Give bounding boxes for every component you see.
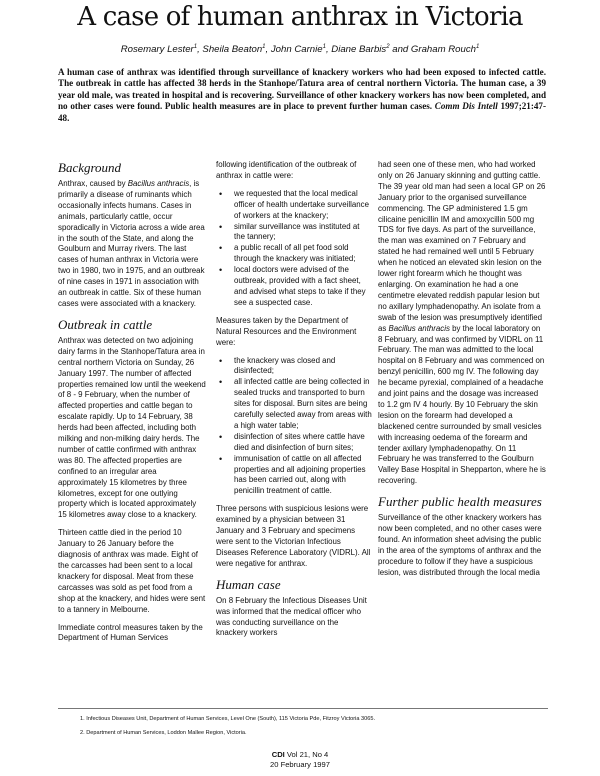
abstract-citation: 1997;21:47-48. — [58, 101, 546, 123]
footer-issue — [0, 750, 600, 760]
paragraph-suspicious-lesions: Three persons with suspicious lesions were examined by a physician between 31 January and 3 February and specimens were sent to the Victorian Infectious Diseases Reference Laboratory (VIDRL). All were negative for anthrax. — [216, 504, 371, 568]
footer-date: 20 February 1997 — [270, 760, 330, 769]
list-item: • disinfection of sites where cattle have died and disinfection of burn sites; — [216, 432, 372, 454]
abstract-citation-journal: Comm Dis Intell — [434, 101, 498, 112]
author-affiliation: 2 — [386, 44, 390, 50]
footnote: 2. Department of Human Services, Loddon Mallee Region, Victoria. — [80, 730, 247, 736]
list-item: • a public recall of all pet food sold through the knackery was initiated; — [216, 243, 372, 265]
column-3 — [378, 160, 546, 586]
environment-measures-list — [216, 356, 372, 498]
footnote-divider — [58, 708, 548, 709]
paragraph-measures-intro: Measures taken by the Department of Natural Resources and the Environment were: — [216, 315, 357, 347]
abstract — [58, 67, 546, 124]
species-name: Bacillus anthracis — [388, 323, 450, 333]
footnotes — [80, 715, 560, 743]
list-item: • the knackery was closed and disinfected; — [216, 356, 372, 378]
volume-issue: Vol 21, No 4 — [284, 750, 329, 759]
paragraph-further-measures: Surveillance of the other knackery workers has now been completed, and no other cases were found. An information sheet advising the public in the area of the symptoms of anthrax and the procedure to follow if they have a suspicious lesion, was distributed through the local media — [378, 513, 542, 577]
author-name: Sheila Beaton — [202, 44, 263, 56]
journal-abbrev: CDI — [271, 750, 285, 759]
author-list: Rosemary Lester$^1$, Sheila Beaton$^1$, John Carnie$^1$, Diane Barbis$^2$ and Graham Rouch$^1$ — [120, 44, 480, 56]
list-item: • all infected cattle are being collected in sealed trucks and transported to burn sites for disposal. Burn sites are being carefully selected away from areas with a high water table; — [216, 377, 372, 432]
article-title: A case of human anthrax in Victoria — [77, 2, 523, 32]
paragraph-outbreak-2: Thirteen cattle died in the period 10 January to 26 January before the diagnosis of anthrax was made. Eight of the carcasses had been sent to a local knackery for disposal. Meat from these carcasses was sold as pet food from a shop at the knackery, and hides were sent to a tannery in Melbourne. — [58, 528, 206, 614]
author-affiliation: 1 — [262, 44, 266, 50]
abstract-text: A human case of anthrax was identified through surveillance of knackery workers who had been exposed to infected cattle. The outbreak in cattle has affected 38 herds in the Stanhope/Tatura area of central northern Victoria. The human case, a 39 year old male, was treated in hospital and is recovering. Surveillance of other knackery workers has now been completed, and no other cases were found. Public health measures are in place to prevent further human cases. — [58, 67, 546, 112]
paragraph-outbreak-3: Immediate control measures taken by the Department of Human Services — [58, 622, 203, 643]
author-affiliation: 1 — [475, 44, 480, 50]
paragraph-case-details: had seen one of these men, who had worked only on 26 January skinning and gutting cattle. The 39 year old man had seen a local GP on 26 January prior to the organised surveillance commencing. The GP administered 1.5 gm cilicaine penicillin IM and amoxycillin 500 mg TDS for five days. As part of the surveillance, the man was examined on 7 February and stated he had remained well until 5 February when he noticed an elevated skin lesion on the lower right forearm which he thought was enlarging. On examination he had a one centimetre elevated reddish papular lesion but no axillary lymphadenopathy. An isolate from a swab of the lesion was presumptively identified as Bacillus anthracis by the local laboratory on 8 February, and was confirmed by VIDRL on 11 February. The man was admitted to the local hospital on 8 February and was commenced on benzyl penicillin, 600 mg IV. The following day he became pyrexial, complained of a headache and joint pains and the dosage was increased to 1.2 gm IV 4 hourly. By 10 February the skin lesion on the forearm had developed a blackened centre surrounded by small vesicles with increasing oedema of the forearm and tender axillary lymphadenopathy. On 11 February he was transferred to the Goulburn Valley Base Hospital in Shepparton, where he is recovering. — [378, 160, 546, 486]
species-name: Bacillus anthracis — [127, 179, 190, 188]
author-name: Diane Barbis — [331, 44, 387, 56]
section-heading-outbreak: Outbreak in cattle — [58, 316, 153, 332]
page-footer — [0, 750, 600, 770]
paragraph-human-case: On 8 February the Infectious Diseases Unit was informed that the medical officer who was conducting surveillance on the knackery workers — [216, 595, 367, 638]
control-measures-list — [216, 189, 372, 309]
footnote: 1. Infectious Diseases Unit, Department of Human Services, Level One (South), 115 Victoria Pde, Fitzroy Victoria 3065. — [80, 716, 376, 722]
section-heading-further-measures: Further public health measures — [378, 494, 542, 510]
section-heading-background: Background — [58, 160, 122, 175]
paragraph-control-intro: following identification of the outbreak of anthrax in cattle were: — [216, 160, 357, 180]
author-name: Graham Rouch — [410, 44, 476, 56]
author-name: Rosemary Lester — [120, 44, 194, 56]
column-1 — [58, 160, 206, 651]
author-affiliation: 1 — [193, 44, 198, 50]
author-name: John Carnie — [270, 44, 323, 56]
section-heading-human-case: Human case — [216, 576, 281, 592]
paragraph-background: Anthrax, caused by Bacillus anthracis, is primarily a disease of ruminants which occasionally infects humans. Cases in animals, particularly cattle, occur sporadically in Victoria across a wide area in the south of the State, and along the Goulburn and Murray rivers. The last cases of human anthrax in Victoria were two in 1980, two in 1975, and an outbreak of nine cases in 1971 in association with an outbreak in cattle. Six of these human cases were associated with a knackery. — [58, 179, 205, 308]
list-item: • similar surveillance was instituted at the tannery; — [216, 222, 372, 244]
column-2 — [216, 160, 372, 646]
paragraph-outbreak-1: Anthrax was detected on two adjoining dairy farms in the Stanhope/Tatura area in central northern Victoria on Sunday, 26 January 1997. The number of affected properties remained low until the weekend of 8 - 9 February, when the number of affected properties and cattle began to escalate rapidly. Up to 14 February, 38 herds had been affected, including both milking and non-milking dairy herds. The number of cattle confirmed with anthrax was 80. The affected properties are confined to an irregular area approximately 15 kilometres by three kilometres, except for one outlying property which is located approximately 15 kilometres away close to a knackery. — [58, 335, 206, 520]
list-item: • we requested that the local medical officer of health undertake surveillance of workers at the knackery; — [216, 189, 372, 222]
list-item: • immunisation of cattle on all affected properties and all adjoining properties has been carried out, along with penicillin treatment of cattle. — [216, 454, 372, 498]
author-affiliation: 1 — [322, 44, 326, 50]
list-item: • local doctors were advised of the outbreak, provided with a fact sheet, and advised what steps to take if they see a suspected case. — [216, 265, 372, 309]
